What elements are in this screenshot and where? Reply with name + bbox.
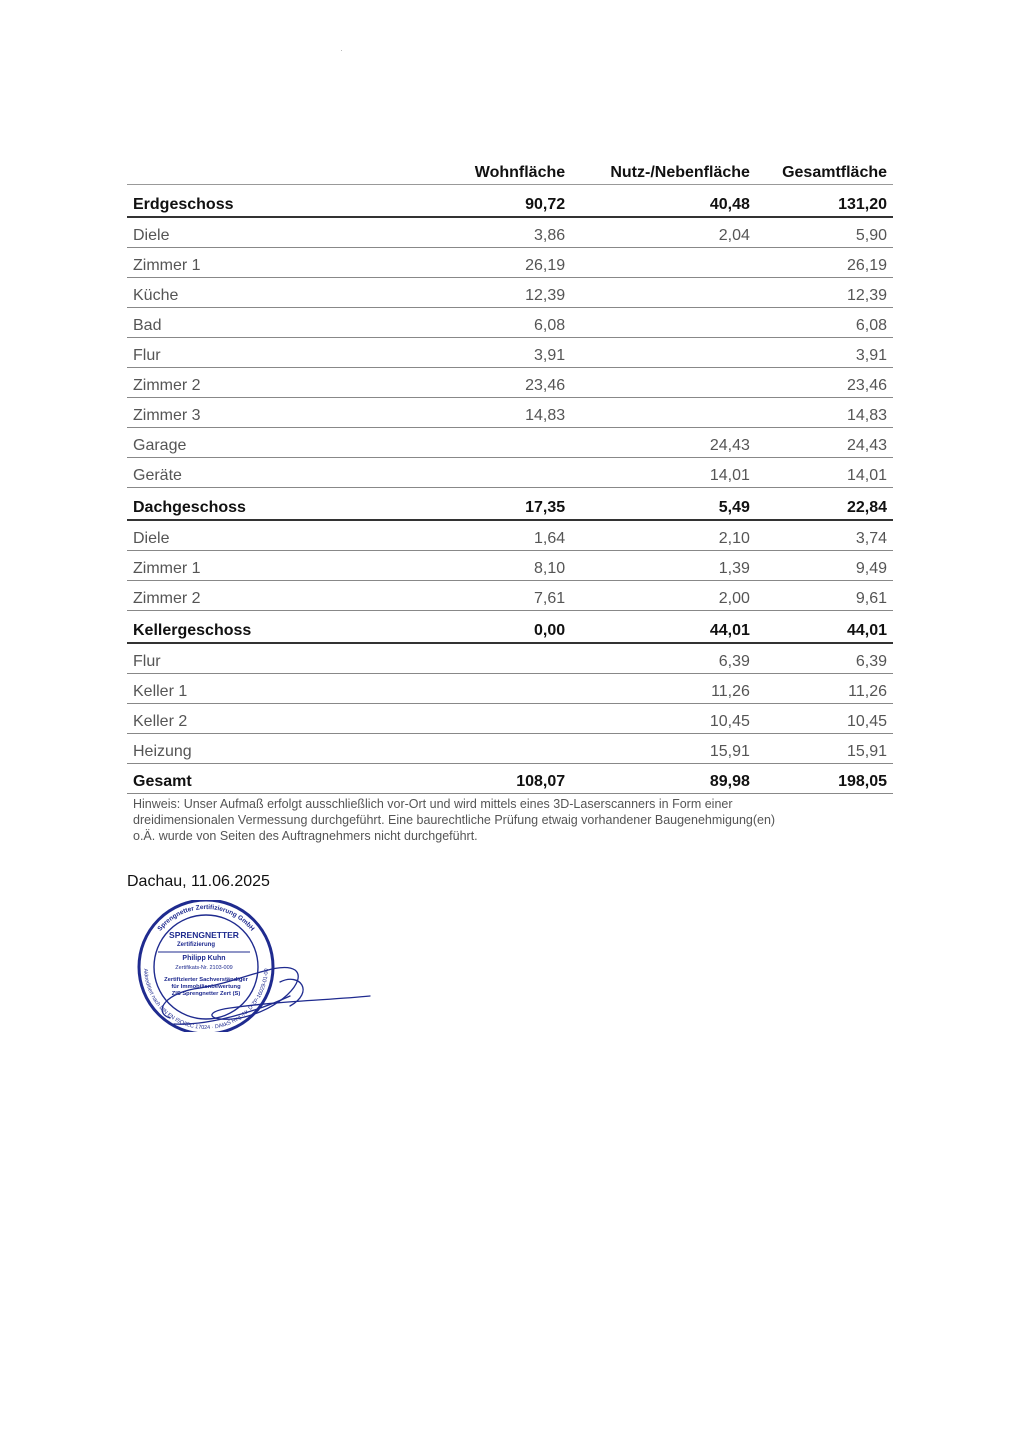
gesamtflaeche-cell: 26,19: [846, 257, 888, 274]
room-name: Kellergeschoss: [133, 622, 252, 639]
header-gesamtflaeche: Gesamtfläche: [782, 164, 888, 181]
nutzflaeche-cell: 44,01: [709, 622, 750, 639]
gesamtflaeche-cell: 198,05: [838, 773, 888, 790]
stamp-name: Philipp Kuhn: [182, 955, 226, 962]
nutzflaeche-cell: 40,48: [709, 196, 750, 213]
gesamtflaeche-cell: 6,39: [855, 653, 888, 670]
table-row: [127, 398, 893, 428]
wohnflaeche-cell: 90,72: [525, 196, 566, 213]
wohnflaeche-cell: 0,00: [534, 622, 566, 639]
wohnflaeche-cell: 108,07: [516, 773, 566, 790]
gesamtflaeche-cell: 24,43: [846, 437, 888, 454]
header-wohnflaeche: Wohnfläche: [474, 164, 566, 181]
gesamtflaeche-cell: 131,20: [838, 196, 888, 213]
section-row: [127, 611, 893, 644]
wohnflaeche-cell: 12,39: [525, 287, 566, 304]
table-row: [127, 218, 893, 248]
table-row: [127, 644, 893, 674]
room-name: Zimmer 3: [133, 407, 201, 424]
wohnflaeche-cell: 3,91: [534, 347, 566, 364]
stamp-line3: ZIS Sprengnetter Zert (S): [171, 991, 241, 997]
gesamtflaeche-cell: 12,39: [846, 287, 888, 304]
gesamtflaeche-cell: 44,01: [846, 622, 888, 639]
table-body: [127, 185, 893, 794]
wohnflaeche-cell: [451, 761, 565, 763]
wohnflaeche-cell: 26,19: [525, 257, 566, 274]
wohnflaeche-cell: 8,10: [534, 560, 566, 577]
gesamtflaeche-cell: 9,49: [855, 560, 888, 577]
room-name: Keller 2: [133, 713, 188, 730]
wohnflaeche-cell: 17,35: [525, 499, 566, 516]
room-name: Erdgeschoss: [133, 196, 234, 213]
nutzflaeche-cell: 2,10: [718, 530, 750, 547]
nutzflaeche-cell: 2,04: [718, 227, 750, 244]
wohnflaeche-cell: 6,08: [534, 317, 566, 334]
header-room: [127, 182, 451, 184]
room-name: Zimmer 1: [133, 257, 201, 274]
table-row: [127, 368, 893, 398]
nutzflaeche-cell: [565, 395, 750, 397]
note-line: dreidimensionalen Vermessung durchgeführt. Eine baurechtliche Prüfung etwaig vorhandener Baugenehmigung(en): [133, 813, 776, 827]
stamp-ring-top: Sprengnetter Zertifizierung GmbH: [156, 903, 256, 933]
table-row: [127, 704, 893, 734]
nutzflaeche-cell: 10,45: [709, 713, 750, 730]
place-date: Dachau, 11.06.2025: [127, 873, 270, 890]
wohnflaeche-cell: 3,86: [534, 227, 566, 244]
nutzflaeche-cell: [565, 365, 750, 367]
room-name: Zimmer 2: [133, 590, 201, 607]
scan-speck: [341, 50, 342, 51]
gesamtflaeche-cell: 23,46: [846, 377, 888, 394]
room-name: Garage: [133, 437, 187, 454]
table-row: [127, 551, 893, 581]
table-row: [127, 338, 893, 368]
nutzflaeche-cell: 11,26: [711, 683, 750, 700]
room-name: Keller 1: [133, 683, 188, 700]
table-row: [127, 278, 893, 308]
wohnflaeche-cell: 23,46: [525, 377, 566, 394]
nutzflaeche-cell: [565, 275, 750, 277]
nutzflaeche-cell: 24,43: [709, 437, 750, 454]
header-nutzflaeche: Nutz-/Nebenfläche: [610, 164, 750, 181]
stamp-ring-bottom: Akkreditiert nach DIN EN ISO/IEC 17024 · DAkkS Reg.-Nr. D-ZP-16029-01-00: [141, 968, 270, 1032]
wohnflaeche-cell: [451, 485, 565, 487]
section-row: [127, 488, 893, 521]
room-name: Bad: [133, 317, 162, 334]
table-header: [127, 160, 893, 185]
room-name: Diele: [133, 227, 170, 244]
wohnflaeche-cell: [451, 671, 565, 673]
table-row: [127, 674, 893, 704]
nutzflaeche-cell: [565, 305, 750, 307]
disclaimer-note: [133, 796, 893, 844]
nutzflaeche-cell: 14,01: [709, 467, 750, 484]
gesamtflaeche-cell: 11,26: [848, 683, 888, 700]
nutzflaeche-cell: 5,49: [718, 499, 750, 516]
nutzflaeche-cell: 1,39: [718, 560, 750, 577]
gesamtflaeche-cell: 3,74: [855, 530, 888, 547]
room-name: Gesamt: [133, 773, 192, 790]
stamp-brand: SPRENGNETTER: [169, 930, 239, 940]
room-name: Diele: [133, 530, 170, 547]
gesamtflaeche-cell: 10,45: [846, 713, 888, 730]
gesamtflaeche-cell: 6,08: [855, 317, 888, 334]
room-name: Flur: [133, 653, 161, 670]
gesamtflaeche-cell: 5,90: [855, 227, 888, 244]
table-row: [127, 521, 893, 551]
room-name: Küche: [133, 287, 179, 304]
gesamtflaeche-cell: 15,91: [846, 743, 888, 760]
nutzflaeche-cell: 6,39: [718, 653, 750, 670]
table-row: [127, 308, 893, 338]
nutzflaeche-cell: 2,00: [718, 590, 750, 607]
room-name: Dachgeschoss: [133, 499, 246, 516]
note-line: Hinweis: Unser Aufmaß erfolgt ausschließlich vor-Ort und wird mittels eines 3D-Laserscanners in Form einer: [133, 797, 733, 811]
wohnflaeche-cell: 1,64: [534, 530, 566, 547]
stamp-cert: Zertifikats-Nr. 2103-009: [175, 965, 233, 971]
wohnflaeche-cell: 7,61: [534, 590, 566, 607]
table-row: [127, 428, 893, 458]
gesamtflaeche-cell: 14,83: [846, 407, 888, 424]
wohnflaeche-cell: [451, 731, 565, 733]
area-table: [127, 160, 893, 794]
table-row: [127, 458, 893, 488]
gesamtflaeche-cell: 9,61: [855, 590, 888, 607]
nutzflaeche-cell: [565, 425, 750, 427]
wohnflaeche-cell: [451, 701, 565, 703]
room-name: Zimmer 1: [133, 560, 201, 577]
stamp-line1: Zertifizierter Sachverständiger: [164, 977, 248, 983]
table-row: [127, 734, 893, 764]
stamp-line2: für Immobilienbewertung: [171, 984, 241, 990]
room-name: Heizung: [133, 743, 192, 760]
note-line: o.Ä. wurde von Seiten des Auftragnehmers nicht durchgeführt.: [133, 829, 478, 843]
gesamtflaeche-cell: 14,01: [846, 467, 888, 484]
total-row: [127, 764, 893, 794]
stamp-sub: Zertifizierung: [176, 942, 216, 948]
wohnflaeche-cell: [451, 455, 565, 457]
room-name: Flur: [133, 347, 161, 364]
table-row: [127, 581, 893, 611]
gesamtflaeche-cell: 3,91: [855, 347, 888, 364]
certification-stamp-with-signature: [130, 900, 380, 1032]
gesamtflaeche-cell: 22,84: [846, 499, 888, 516]
room-name: Geräte: [133, 467, 182, 484]
wohnflaeche-cell: 14,83: [525, 407, 566, 424]
table-row: [127, 248, 893, 278]
section-row: [127, 185, 893, 218]
nutzflaeche-cell: 89,98: [709, 773, 750, 790]
nutzflaeche-cell: 15,91: [709, 743, 750, 760]
room-name: Zimmer 2: [133, 377, 201, 394]
nutzflaeche-cell: [565, 335, 750, 337]
